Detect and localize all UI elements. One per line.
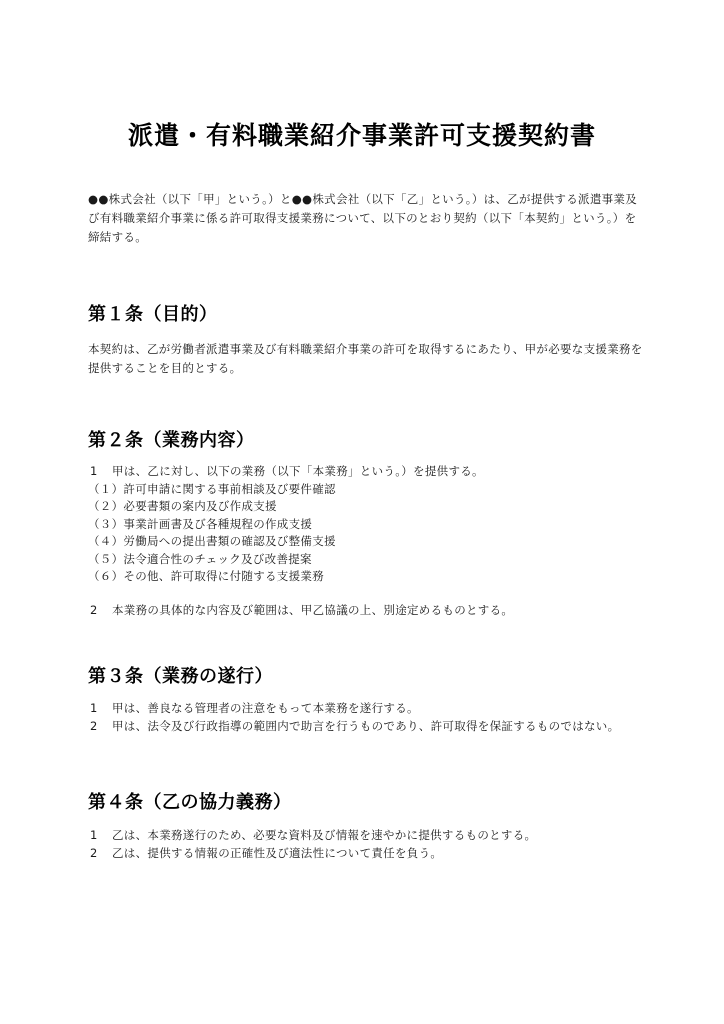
list-item: （２）必要書類の案内及び作成支援 [88,499,277,513]
article-2-clause-1 [88,463,643,481]
article-3-clause-1 [88,700,643,718]
article-1-body [88,340,643,378]
clause-text: 甲は、乙に対し、以下の業務（以下「本業務」という。）を提供する。 [112,464,484,478]
article-4-clause-1 [88,827,643,845]
clause-number: 2 [90,602,98,617]
article-2-clause-2 [88,602,643,620]
article-3-body [88,700,643,735]
list-item: （６）その他、許可取得に付随する支援業務 [88,569,324,583]
list-item: （４）労働局への提出書類の確認及び整備支援 [88,534,336,548]
preamble-text: ●●株式会社（以下「甲」という。）と●●株式会社（以下「乙」という。）は、乙が提供する派遣事業及び有料職業紹介事業に係る許可取得支援業務について、以下のとおり契約（以下「本契約」という。）を締結する。 [88,192,638,244]
clause-text: 乙は、本業務遂行のため、必要な資料及び情報を速やかに提供するものとする。 [112,828,537,842]
article-4-clause-2 [88,845,643,863]
article-3-clause-2 [88,718,643,736]
clause-text: 甲は、法令及び行政指導の範囲内で助言を行うものであり、許可取得を保証するものではない。 [112,718,620,733]
list-item: （５）法令適合性のチェック及び改善提案 [88,551,312,566]
list-item: （３）事業計画書及び各種規程の作成支援 [88,516,313,531]
clause-number: 2 [90,845,98,860]
list-item: （１）許可申請に関する事前相談及び要件確認 [88,481,336,496]
article-3-heading: 第３条（業務の遂行） [88,666,273,687]
preamble [88,190,643,247]
article-4-body [88,827,643,862]
clause-number: 1 [90,464,98,478]
clause-text: 甲は、善良なる管理者の注意をもって本業務を遂行する。 [112,701,419,715]
article-4-heading: 第４条（乙の協力義務） [88,792,292,813]
clause-text: 本業務の具体的な内容及び範囲は、甲乙協議の上、別途定めるものとする。 [112,602,514,617]
clause-number: 1 [90,828,98,842]
article-2-heading: 第２条（業務内容） [88,430,255,451]
clause-number: 2 [90,718,98,733]
article-2-body [88,463,643,619]
clause-number: 1 [90,701,98,715]
clause-text: 乙は、提供する情報の正確性及び適法性について責任を負う。 [112,845,443,860]
article-1-text: 本契約は、乙が労働者派遣事業及び有料職業紹介事業の許可を取得するにあたり、甲が必要な支援業務を提供することを目的とする。 [88,342,643,375]
document-title: 派遣・有料職業紹介事業許可支援契約書 [127,121,596,150]
article-1-heading: 第１条（目的） [88,304,218,325]
